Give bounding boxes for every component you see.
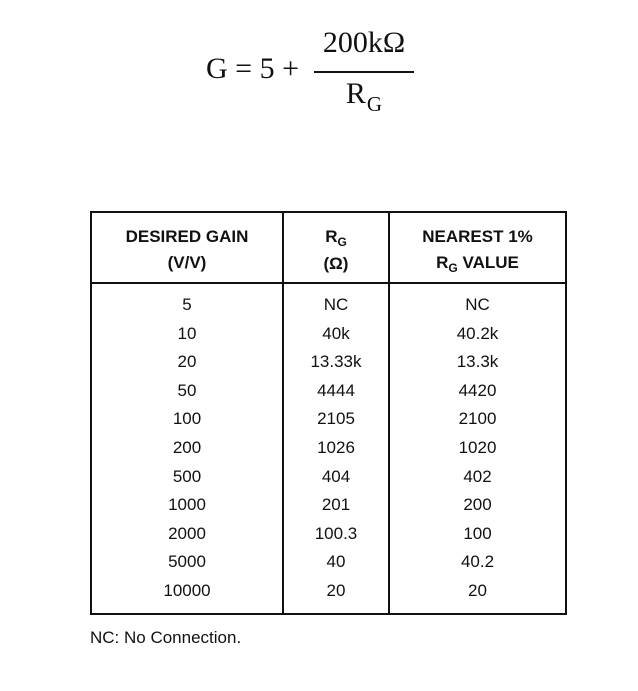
cell-nearest: 1020 [458,437,497,457]
cell-nearest: 200 [463,495,492,515]
cell-rg: 1026 [317,437,355,457]
header-rg-base: R [325,227,338,246]
cell-nearest: 4420 [458,380,497,400]
cell-rg: 4444 [317,380,355,400]
formula-fraction [314,28,414,136]
cell-gain: 2000 [168,523,206,543]
cell-nearest: 40.2 [460,552,495,572]
cell-nearest: 20 [468,580,487,600]
cell-gain: 1000 [168,495,206,515]
cell-rg: 404 [321,466,351,486]
formula-denominator [314,77,414,116]
header-nearest-tail: VALUE [462,253,519,272]
header-nearest-rg [390,250,565,277]
cell-gain: 100 [172,409,202,429]
cell-nearest: 402 [463,466,492,486]
cell-rg: NC [323,295,349,314]
gain-resistor-table [90,211,567,615]
column-rg [284,291,388,606]
cell-rg: 13.33k [310,352,362,372]
cell-nearest: 40.2k [456,323,499,343]
header-rg-title [284,224,388,251]
formula-lhs: G = 5 + [206,52,300,85]
header-rg-subscript: G [337,235,347,249]
header-gain-unit: (V/V) [167,253,207,272]
cell-nearest: 100 [463,523,492,543]
denominator-subscript: G [366,92,383,116]
header-gain-title: DESIRED GAIN [125,227,249,246]
header-nearest-title: NEAREST 1% [422,227,533,246]
cell-gain: 20 [177,352,197,372]
header-desired-gain [92,224,282,276]
cell-gain: 50 [177,380,197,400]
gain-formula [206,28,436,138]
header-divider [92,282,565,284]
cell-gain: 10 [177,323,197,343]
cell-rg: 40 [326,552,346,572]
cell-gain: 500 [172,466,202,486]
cell-rg: 201 [321,495,351,515]
cell-nearest: NC [465,295,490,314]
header-nearest-value [390,224,565,277]
formula-numerator: 200kΩ [322,26,406,59]
cell-gain: 5 [182,295,192,314]
header-rg-unit: (Ω) [323,254,349,273]
cell-rg: 40k [322,323,350,343]
table-footnote: NC: No Connection. [90,628,242,647]
cell-rg: 100.3 [314,523,358,543]
header-nearest-base: R [436,253,449,272]
column-desired-gain [92,291,282,606]
header-rg [284,224,388,277]
denominator-base: R [345,77,366,110]
cell-gain: 5000 [168,552,206,572]
cell-rg: 2105 [317,409,355,429]
fraction-bar [314,71,414,73]
header-nearest-subscript: G [448,261,458,275]
cell-gain: 10000 [163,580,211,600]
cell-gain: 200 [172,437,202,457]
cell-nearest: 2100 [458,409,497,429]
cell-nearest: 13.3k [456,352,499,372]
column-nearest-value [390,291,565,606]
cell-rg: 20 [326,580,346,600]
